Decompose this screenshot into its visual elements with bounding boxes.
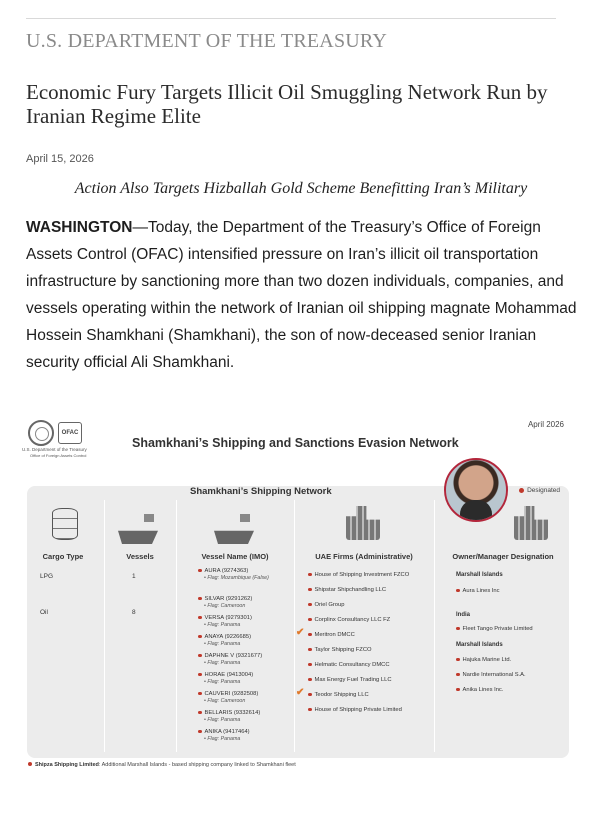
uae-firm-name: Shipstar Shipchandling LLC <box>314 587 387 593</box>
tanker-ship-icon <box>118 514 158 544</box>
uae-firm-item <box>308 677 392 683</box>
uae-firm-item <box>308 692 369 698</box>
body-paragraph <box>26 214 578 376</box>
treasury-seal-icon <box>28 420 54 446</box>
uae-firm-item <box>308 572 409 578</box>
vessel-name: CAUVERI (9282508) <box>204 691 259 697</box>
page-title: Economic Fury Targets Illicit Oil Smuggling Network Run by Iranian Regime Elite <box>26 80 548 128</box>
designated-dot-icon <box>198 730 202 734</box>
designated-dot-icon <box>198 673 202 677</box>
oil-barrel-icon <box>52 508 78 540</box>
vessel-item <box>198 710 260 716</box>
vessel-item <box>198 596 252 602</box>
uae-firm-item <box>308 662 390 668</box>
designated-dot-icon <box>198 569 202 573</box>
designated-dot-icon <box>308 678 312 682</box>
infographic-date: April 2026 <box>527 420 564 429</box>
column-divider <box>104 500 105 752</box>
agency-name[interactable]: U.S. DEPARTMENT OF THE TREASURY <box>26 30 387 52</box>
vessel-flag: • Flag: Mozambique (False) <box>204 575 269 581</box>
country-heading: Marshall Islands <box>456 572 503 578</box>
footnote-text: : Additional Marshall Islands - based shipping company linked to Shamkhani fleet <box>98 762 296 768</box>
designated-dot-icon <box>198 654 202 658</box>
designated-dot-icon <box>519 488 524 493</box>
network-infographic <box>22 414 574 774</box>
vessel-name: VERSA (9279301) <box>204 615 252 621</box>
legend <box>519 487 560 494</box>
designated-dot-icon <box>308 573 312 577</box>
vessel-name: HORAE (9413004) <box>204 672 254 678</box>
vessel-flag: • Flag: Panama <box>204 660 241 666</box>
owner-name: Fleet Tango Private Limited <box>462 626 533 632</box>
cargo-type-oil: Oil <box>40 609 48 616</box>
owner-item <box>456 687 503 693</box>
designated-dot-icon <box>456 589 460 593</box>
subheadline: Action Also Targets Hizballah Gold Scheme Benefitting Iran’s Military <box>74 180 528 197</box>
uae-firm-item <box>308 602 344 608</box>
designated-dot-icon <box>308 588 312 592</box>
designated-dot-icon <box>456 673 460 677</box>
vessel-flag: • Flag: Panama <box>204 641 241 647</box>
dept-name: U.S. Department of the Treasury <box>22 447 87 452</box>
vessel-flag: • Flag: Cameroon <box>204 698 246 704</box>
designated-dot-icon <box>198 616 202 620</box>
vessel-count-oil: 8 <box>132 609 136 616</box>
uae-firm-name: Helmatic Consultancy DMCC <box>314 662 390 668</box>
designated-dot-icon <box>456 627 460 631</box>
designated-dot-icon <box>308 693 312 697</box>
designated-dot-icon <box>456 658 460 662</box>
vessel-flag: • Flag: Panama <box>204 736 241 742</box>
uae-firm-item <box>308 617 390 623</box>
vessel-count-lpg: 1 <box>132 573 136 580</box>
uae-firm-name: House of Shipping Investment FZCO <box>314 572 410 578</box>
office-name: Office of Foreign Assets Control <box>30 453 87 458</box>
designated-dot-icon <box>198 711 202 715</box>
vessel-name: BELLARIS (9332614) <box>204 710 261 716</box>
ofac-logo: OFAC <box>58 422 82 444</box>
dateline: WASHINGTON <box>26 219 133 236</box>
uae-firm-item <box>308 647 372 653</box>
column-header-vessels: Vessels <box>126 552 154 561</box>
uae-firm-name: Max Energy Fuel Trading LLC <box>314 677 392 683</box>
vessel-flag: • Flag: Panama <box>204 679 241 685</box>
column-divider <box>294 500 295 752</box>
owner-item <box>456 588 500 594</box>
designated-dot-icon <box>308 618 312 622</box>
top-divider <box>26 18 556 19</box>
vessel-item <box>198 634 251 640</box>
vessel-name: DAPHNE V (9321677) <box>204 653 263 659</box>
vessel-item <box>198 729 250 735</box>
uae-firm-name: Oriel Group <box>314 602 345 608</box>
legend-label: Designated <box>527 487 560 494</box>
column-divider <box>434 500 435 752</box>
vessel-item <box>198 615 252 621</box>
network-card <box>27 486 569 758</box>
column-header-cargo-type: Cargo Type <box>42 552 84 561</box>
designated-dot-icon <box>308 603 312 607</box>
owner-name: Aura Lines Inc <box>462 588 500 594</box>
checkmark-icon: ✔ <box>296 627 305 638</box>
infographic-title: Shamkhani’s Shipping and Sanctions Evasion Network <box>132 436 459 450</box>
uae-firm-name: Meritron DMCC <box>314 632 355 638</box>
shamkhani-photo <box>444 458 508 522</box>
designated-dot-icon <box>198 597 202 601</box>
network-title: Shamkhani’s Shipping Network <box>190 486 332 497</box>
uae-firm-name: House of Shipping Private Limited <box>314 707 402 713</box>
uae-firm-item <box>308 632 355 638</box>
cargo-type-lpg: LPG <box>40 573 54 580</box>
vessel-name: SILVAR (9291262) <box>204 596 253 602</box>
body-text: —Today, the Department of the Treasury’s Office of Foreign Assets Control (OFAC) intensified pressure on Iran’s illicit oil transportation infrastructure by sanctioning more than two dozen individuals, companies, and vessels operating within the network of Iranian oil shipping magnate Mohammad Hossein Shamkhani (Shamkhani), the son of now-deceased senior Iranian security official Ali Shamkhani. <box>26 219 577 371</box>
vessel-item <box>198 672 253 678</box>
uae-firm-item <box>308 707 402 713</box>
designated-dot-icon <box>308 708 312 712</box>
owner-name: Anika Lines Inc. <box>462 687 504 693</box>
vessel-name: ANIKA (9417464) <box>204 729 250 735</box>
column-divider <box>176 500 177 752</box>
designated-dot-icon <box>308 648 312 652</box>
vessel-item <box>198 691 258 697</box>
vessel-flag: • Flag: Panama <box>204 622 241 628</box>
tanker-ship-icon <box>214 514 254 544</box>
vessel-item <box>198 568 248 574</box>
designated-dot-icon <box>308 633 312 637</box>
owner-name: Hajuka Marine Ltd. <box>462 657 512 663</box>
uae-firm-name: Taylor Shipping FZCO <box>314 647 372 653</box>
uae-firm-name: Corplinx Consultancy LLC FZ <box>314 617 391 623</box>
vessel-name: AURA (9274363) <box>204 568 249 574</box>
designated-dot-icon <box>456 688 460 692</box>
vessel-flag: • Flag: Panama <box>204 717 241 723</box>
country-heading: India <box>456 612 471 618</box>
designated-dot-icon <box>308 663 312 667</box>
designated-dot-icon <box>28 762 32 766</box>
infographic-footnote <box>28 762 296 768</box>
owner-item <box>456 657 511 663</box>
uae-firm-item <box>308 587 386 593</box>
owner-name: Nardie International S.A. <box>462 672 526 678</box>
vessel-flag: • Flag: Cameroon <box>204 603 246 609</box>
vessel-name: ANAYA (9226685) <box>204 634 252 640</box>
vessel-item <box>198 653 262 659</box>
uae-firm-name: Teodor Shipping LLC <box>314 692 369 698</box>
designated-dot-icon <box>198 692 202 696</box>
country-heading: Marshall Islands <box>456 642 503 648</box>
column-header-vessel-name: Vessel Name (IMO) <box>201 552 269 561</box>
owner-item <box>456 626 533 632</box>
checkmark-icon: ✔ <box>296 687 305 698</box>
designated-dot-icon <box>198 635 202 639</box>
column-header-owner: Owner/Manager Designation <box>452 552 554 561</box>
publish-date: April 15, 2026 <box>26 153 94 165</box>
owner-item <box>456 672 526 678</box>
footnote-company: Shipza Shipping Limited <box>35 762 99 768</box>
column-header-uae-firms: UAE Firms (Administrative) <box>315 552 413 561</box>
